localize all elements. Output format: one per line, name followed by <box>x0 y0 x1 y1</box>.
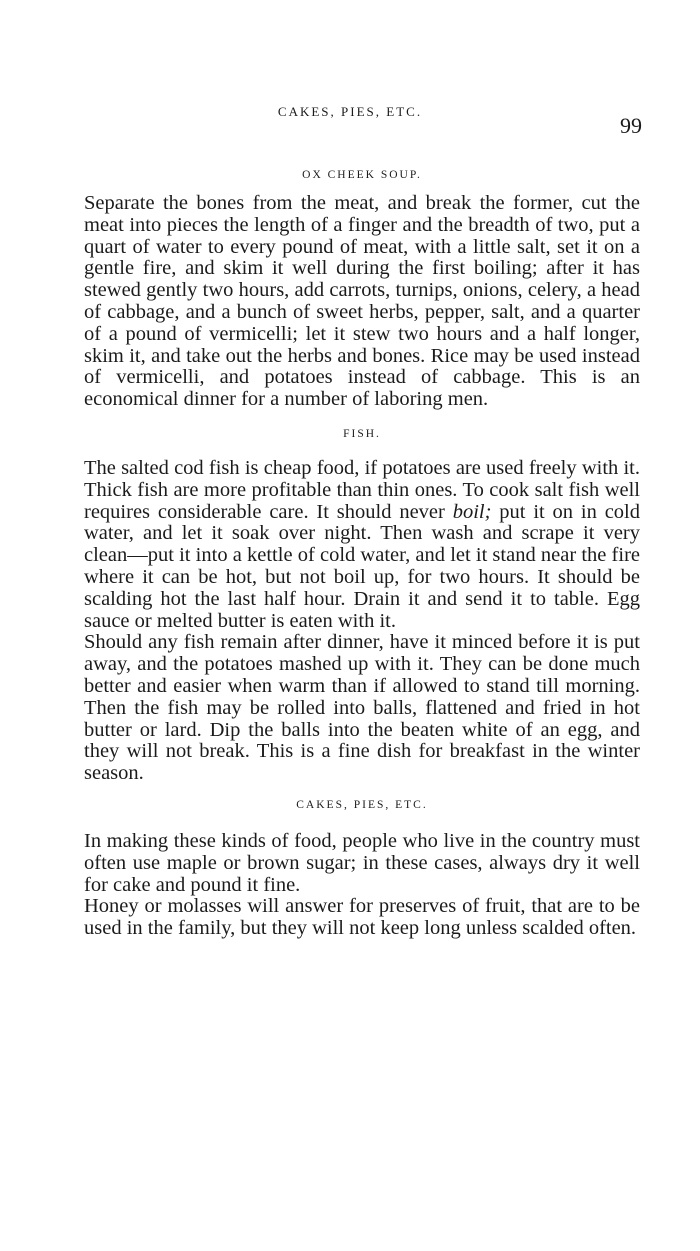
section-ox-cheek-soup <box>84 165 640 411</box>
page-number: 99 <box>620 113 642 138</box>
paragraph-fish-1-end: put it on in cold water, and let it soak over night. Then wash and scrape it very clean—put it into a kettle of cold water, and let it stand near the fire where it can be hot, but not boil up, for two hours. It should be scalding hot the last half hour. Drain it and send it to table. Egg sauce or melted butter is eaten with it. <box>84 500 641 632</box>
section-heading-fish: FISH. <box>343 427 381 440</box>
paragraph-fish-2: Should any fish remain after dinner, have it minced before it is put away, and the potatoes mashed up with it. They can be done much better and easier when warm than if allowed to stand till morning. Then the fish may be rolled into balls, flattened and fried in hot butter or lard. Dip the balls into the beaten white of an egg, and they will not break. This is a fine dish for breakfast in the winter season. <box>84 631 640 785</box>
section-fish <box>84 424 640 785</box>
emphasis-boil: boil; <box>452 500 492 523</box>
section-heading-cakes-pies: CAKES, PIES, ETC. <box>296 798 428 811</box>
paragraph-cakes-2: Honey or molasses will answer for preserves of fruit, that are to be used in the family, but they will not keep long unless scalded often. <box>84 895 640 940</box>
section-cakes-pies <box>84 795 640 940</box>
section-heading-ox-cheek-soup: OX CHEEK SOUP. <box>302 169 422 181</box>
page-content <box>84 165 640 940</box>
running-head: CAKES, PIES, ETC. <box>277 104 423 119</box>
paragraph-ox-cheek-soup: Separate the bones from the meat, and break the former, cut the meat into pieces the length of a finger and the breadth of two, put a quart of water to every pound of meat, with a little salt, set it on a gentle fire, and skim it well during the first boiling; after it has stewed gently two hours, add carrots, turnips, onions, celery, a head of cabbage, and a bunch of sweet herbs, pepper, salt, and a quarter of a pound of vermicelli; let it stew two hours and a half longer, skim it, and take out the herbs and bones. Rice may be used instead of vermicelli, and potatoes instead of cabbage. This is an economical dinner for a number of laboring men. <box>84 192 640 411</box>
paragraph-fish-1 <box>84 458 640 632</box>
paragraph-cakes-1: In making these kinds of food, people who live in the country must often use maple or brown sugar; in these cases, always dry it well for cake and pound it fine. <box>84 829 640 896</box>
paragraph-fish-1-start: The salted cod fish is cheap food, if potatoes are used freely with it. Thick fish are more profitable than thin ones. To cook salt fish well requires considerable care. It should never <box>84 456 640 523</box>
